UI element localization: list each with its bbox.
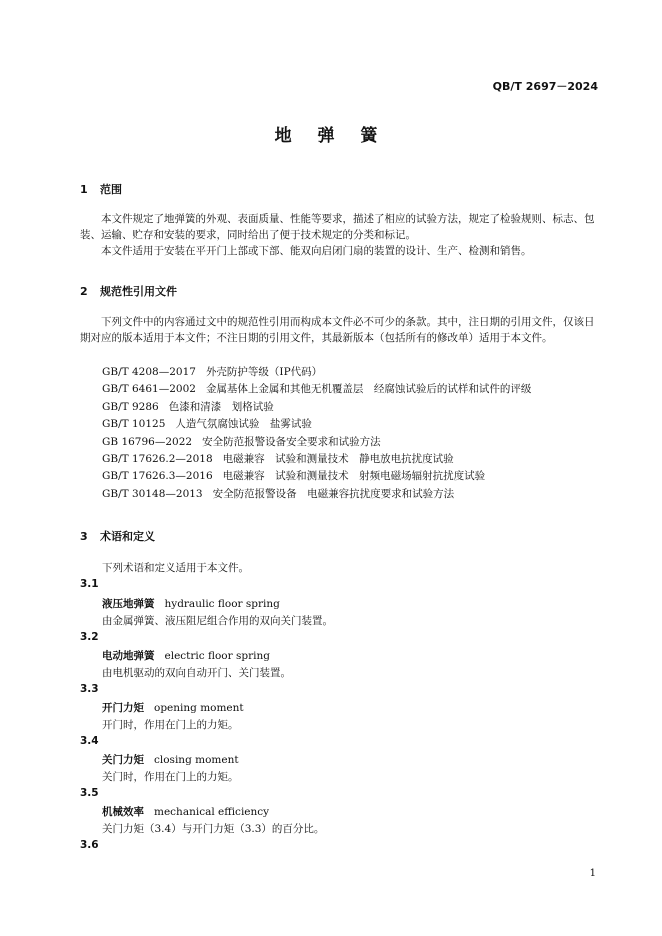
reference-title: 安全防范报警设备 电磁兼容抗扰度要求和试验方法 [212,487,455,500]
term-en: opening moment [154,702,244,714]
term-definition: 关门力矩（3.4）与开门力矩（3.3）的百分比。 [102,823,325,835]
section-title: 术语和定义 [100,530,155,543]
term-heading [102,804,269,819]
term-zh: 开门力矩 [102,702,144,714]
reference-code: GB/T 9286 [102,400,159,413]
section-title: 范围 [100,183,122,196]
section-number: 2 [80,285,88,298]
reference-item [102,381,531,398]
reference-item [102,451,531,468]
section-number: 1 [80,183,88,196]
section-3-heading [80,528,155,544]
reference-title: 电磁兼容 试验和测量技术 静电放电抗扰度试验 [222,453,454,466]
section-2-body [80,314,600,346]
section-number: 3 [80,530,88,543]
reference-item [102,486,531,503]
reference-title: 金属基体上金属和其他无机覆盖层 经腐蚀试验后的试样和试件的评级 [205,383,532,396]
reference-title: 人造气氛腐蚀试验 盐雾试验 [175,418,312,431]
reference-code: GB/T 10125 [102,418,166,431]
reference-code: GB/T 17626.2—2018 [102,453,213,466]
reference-code: GB/T 17626.3—2016 [102,470,213,483]
paragraph: 下列文件中的内容通过文中的规范性引用而构成本文件必不可少的条款。其中，注日期的引用文件，仅该日期对应的版本适用于本文件；不注日期的引用文件，其最新版本（包括所有的修改单）适用于本文件。 [80,316,595,344]
reference-title: 色漆和清漆 划格试验 [168,400,274,413]
term-definition: 由金属弹簧、液压阻尼组合作用的双向关门装置。 [102,615,333,627]
term-heading [102,752,239,767]
term-en: closing moment [154,754,239,766]
term-en: hydraulic floor spring [164,598,280,610]
page-number: 1 [589,868,596,879]
term-number: 3.5 [80,787,99,799]
reference-item [102,468,531,485]
reference-code: GB/T 30148—2013 [102,487,203,500]
reference-item [102,399,531,416]
reference-code: GB/T 4208—2017 [102,366,196,378]
term-zh: 机械效率 [102,806,144,818]
document-title: 地 弹 簧 [274,126,388,146]
section-1-body [80,211,600,259]
reference-title: 安全防范报警设备安全要求和试验方法 [202,435,381,448]
term-zh: 电动地弹簧 [102,650,155,662]
term-number: 3.1 [80,578,99,590]
reference-list [102,364,531,503]
term-heading [102,596,280,611]
reference-title: 电磁兼容 试验和测量技术 射频电磁场辐射抗扰度试验 [222,470,486,483]
reference-item [102,364,531,381]
term-number: 3.2 [80,631,99,643]
term-number: 3.3 [80,683,99,695]
term-zh: 关门力矩 [102,754,144,766]
term-definition: 开门时，作用在门上的力矩。 [102,719,239,731]
reference-item [102,416,531,433]
reference-item [102,434,531,451]
term-definition: 由电机驱动的双向自动开门、关门装置。 [102,667,291,679]
paragraph: 本文件适用于安装在平开门上部或下部、能双向启闭门扇的装置的设计、生产、检测和销售。 [101,245,532,257]
section-1-heading [80,181,122,197]
section-2-heading [80,283,177,299]
term-heading [102,648,270,663]
reference-code: GB/T 6461—2002 [102,383,196,396]
term-en: mechanical efficiency [154,806,270,818]
reference-title: 外壳防护等级（IP代码） [205,366,323,378]
term-zh: 液压地弹簧 [102,598,155,610]
term-en: electric floor spring [164,650,270,662]
section-title: 规范性引用文件 [100,285,177,298]
term-number: 3.6 [80,839,99,851]
standard-code: QB/T 2697－2024 [492,80,598,93]
term-heading [102,700,244,715]
reference-code: GB 16796—2022 [102,435,193,448]
term-number: 3.4 [80,735,99,747]
section-3-intro: 下列术语和定义适用于本文件。 [102,562,249,574]
paragraph: 本文件规定了地弹簧的外观、表面质量、性能等要求，描述了相应的试验方法，规定了检验规则、标志、包装、运输、贮存和安装的要求，同时给出了便于技术规定的分类和标记。 [80,213,595,241]
term-definition: 关门时，作用在门上的力矩。 [102,771,239,783]
